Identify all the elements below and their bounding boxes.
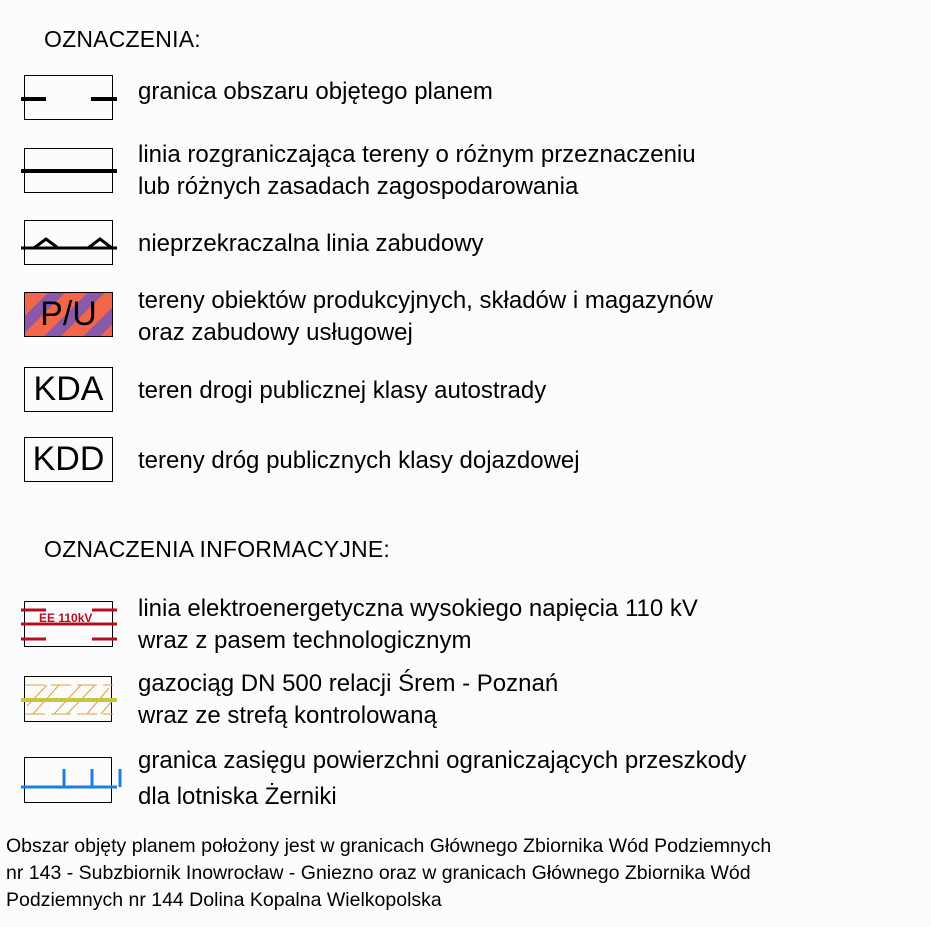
legend-item-label: gazociąg DN 500 relacji Śrem - Poznań wraz ze strefą kontrolowaną [138, 670, 559, 729]
legend-item-label: granica zasięgu powierzchni ograniczających przeszkody dla lotniska Żerniki [138, 747, 747, 810]
zone-kda-symbol: KDA [24, 367, 113, 412]
legend-item-label: linia rozgraniczająca tereny o różnym przeznaczeniu lub różnych zasadach zagospodarowania [138, 141, 696, 200]
solid-boundary-symbol [24, 148, 113, 193]
zone-kdd-symbol: KDD [24, 437, 113, 482]
airport-surface-limit-symbol [24, 757, 112, 803]
gas-pipeline-symbol [24, 676, 112, 722]
legend-item-label: linia elektroenergetyczna wysokiego napięcia 110 kV wraz z pasem technologicznym [138, 595, 698, 654]
zone-pu-symbol: P/U [24, 292, 113, 337]
legend-item-label: teren drogi publicznej klasy autostrady [138, 377, 547, 404]
legend-item-label: tereny obiektów produkcyjnych, składów i magazynów oraz zabudowy usługowej [138, 287, 713, 346]
groundwater-note: Obszar objęty planem położony jest w granicach Głównego Zbiornika Wód Podziemnych nr 143 - Subzbiornik Inowrocław - Gniezno oraz w granicach Głównego Zbiornika Wód Podziemnych nr 144 Dolina Kopalna Wielkopolska [6, 835, 772, 911]
building-line-symbol [24, 220, 113, 265]
dashed-boundary-symbol [24, 75, 113, 120]
power-line-code: EE 110kV [39, 610, 93, 625]
heading-oznaczenia-informacyjne: OZNACZENIA INFORMACYJNE: [44, 536, 390, 562]
legend-item-label: nieprzekraczalna linia zabudowy [138, 230, 484, 257]
power-line-symbol [24, 601, 113, 647]
legend-item-label: granica obszaru objętego planem [138, 78, 493, 105]
legend-item-label: tereny dróg publicznych klasy dojazdowej [138, 447, 580, 474]
heading-oznaczenia: OZNACZENIA: [44, 26, 201, 52]
